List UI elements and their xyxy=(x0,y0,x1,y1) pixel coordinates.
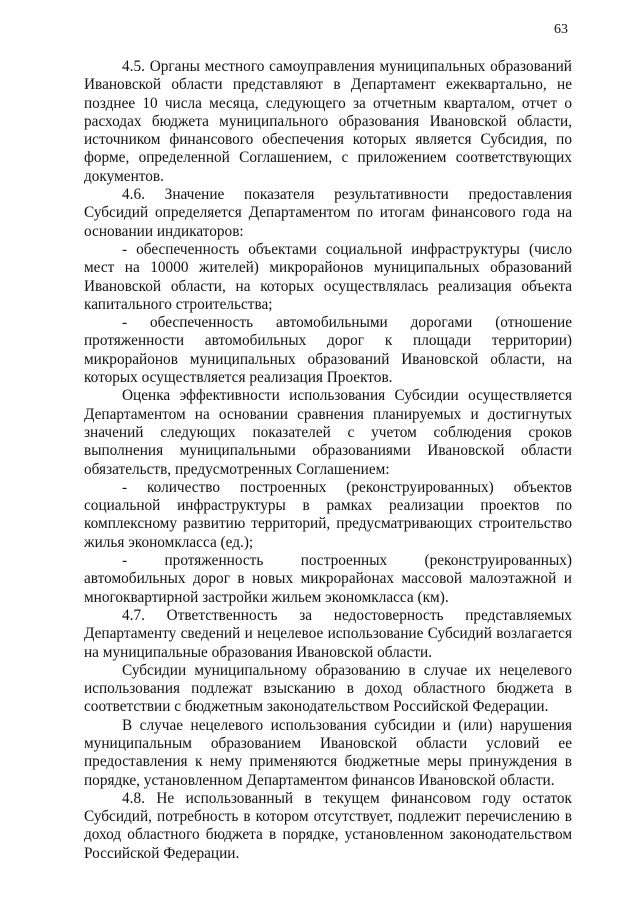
paragraph-recovery: Субсидии муниципальному образованию в случае их нецелевого использования подлежат взысканию в доход областного бюджета в соответствии с бюджетным законодательством Российской Федерации. xyxy=(84,661,572,716)
paragraph-4-7: 4.7. Ответственность за недостоверность представляемых Департаменту сведений и нецелевое использование Субсидий возлагается на муниципальные образования Ивановской области. xyxy=(84,606,572,661)
document-body xyxy=(84,58,572,863)
indicator-social-infrastructure: - обеспеченность объектами социальной инфраструктуры (число мест на 10000 жителей) микрорайонов муниципальных образований Ивановской области, на которых осуществлялась реализация объекта капитального строительства; xyxy=(84,240,572,313)
page-number: 63 xyxy=(554,22,568,37)
paragraph-4-5: 4.5. Органы местного самоуправления муниципальных образований Ивановской области представляют в Департамент ежеквартально, не позднее 10 числа месяца, следующего за отчетным кварталом, отчет о расходах бюджета муниципального образования Ивановской области, источником финансового обеспечения которых является Субсидия, по форме, определенной Соглашением, с приложением соответствующих документов. xyxy=(84,58,572,185)
paragraph-4-6: 4.6. Значение показателя результативности предоставления Субсидий определяется Департаментом по итогам финансового года на основании индикаторов: xyxy=(84,186,572,240)
paragraph-4-8: 4.8. Не использованный в текущем финансовом году остаток Субсидий, потребность в котором отсутствует, подлежит перечислению в доход областного бюджета в порядке, установленном законодательством Российской Федерации. xyxy=(84,789,572,862)
paragraph-efficiency-assessment: Оценка эффективности использования Субсидии осуществляется Департаментом на основании сравнения планируемых и достигнутых значений следующих показателей с учетом соблюдения сроков выполнения муниципальными образованиями Ивановской области обязательств, предусмотренных Соглашением: xyxy=(84,387,572,478)
paragraph-enforcement: В случае нецелевого использования субсидии и (или) нарушения муниципальным образованием Ивановской области условий ее предоставления к нему применяются бюджетные меры принуждения в порядке, установленном Департаментом финансов Ивановской области. xyxy=(84,716,572,789)
indicator-roads: - обеспеченность автомобильными дорогами (отношение протяженности автомобильных дорог к площади территории) микрорайонов муниципальных образований Ивановской области, на которых осуществляется реализация Проектов. xyxy=(84,314,572,387)
indicator-roads-length: - протяженность построенных (реконструированных) автомобильных дорог в новых микрорайонах массовой малоэтажной и многоквартирной застройки жильем экономкласса (км). xyxy=(84,552,572,606)
indicator-objects-count: - количество построенных (реконструированных) объектов социальной инфраструктуры в рамках реализации проектов по комплексному развитию территорий, предусматривающих строительство жилья экономкласса (ед.); xyxy=(84,478,572,551)
